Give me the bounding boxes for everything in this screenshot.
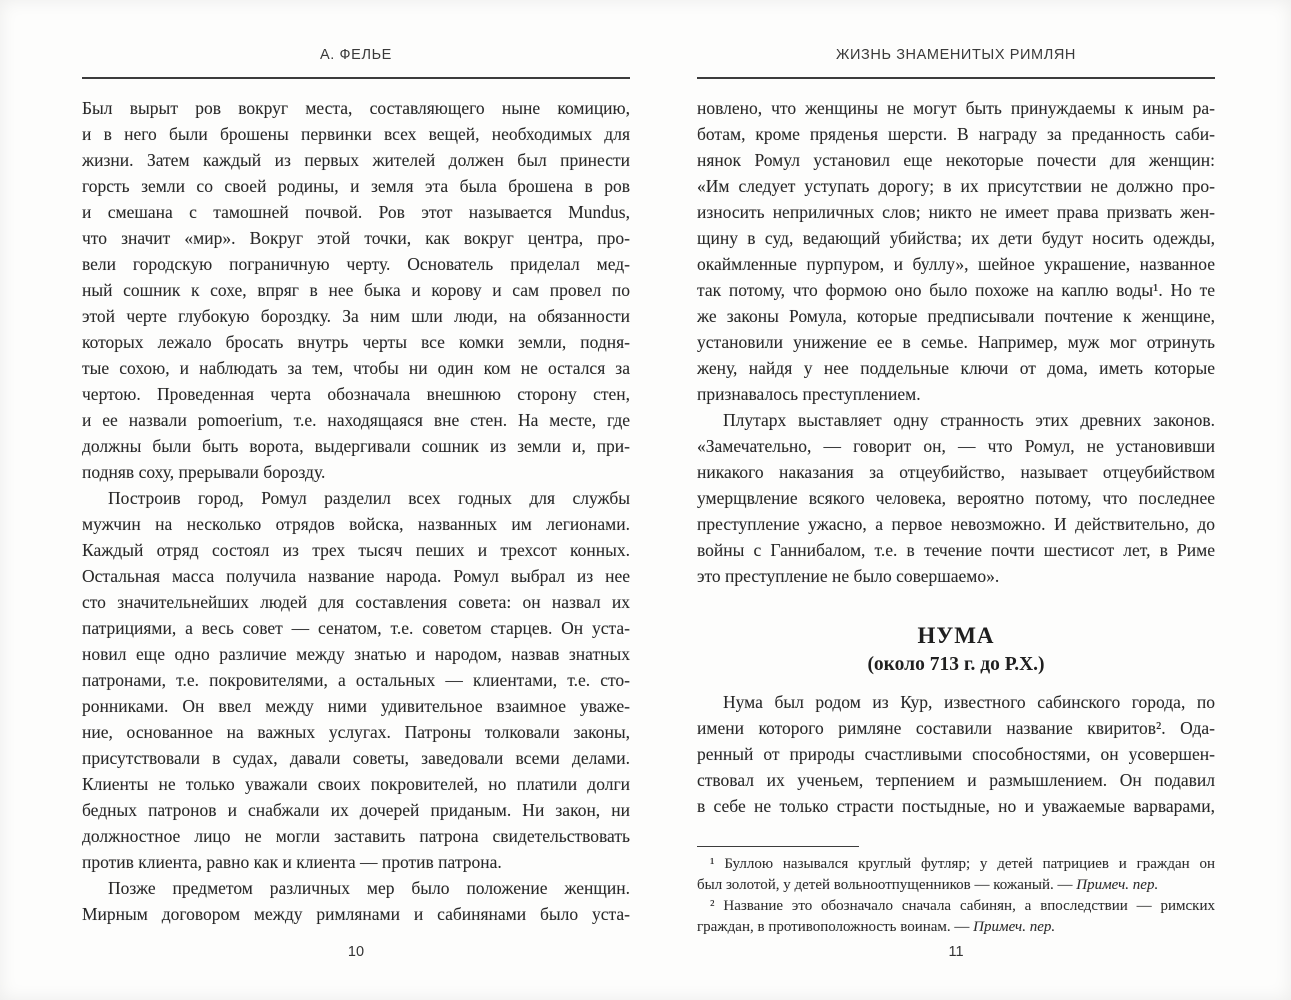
paragraph [697, 95, 1215, 407]
running-head-author: А. ФЕЛЬЕ [320, 47, 392, 63]
text-line: сто значительнейших людей для составления совета: он назвал их [82, 592, 630, 612]
text-line: износить неприличных слов; никто не имеет права призвать жен- [697, 202, 1215, 222]
text-line: ренный от природы счастливыми способностями, он усовершен- [697, 744, 1215, 764]
text-line: что значит «мир». Вокруг этой точки, как вокруг центра, про- [82, 228, 630, 248]
footnote [697, 854, 1215, 896]
text-line: окаймленные пурпуром, и буллу», шейное украшение, названное [697, 254, 1215, 274]
text-line: это преступление не было совершаемо». [697, 566, 1000, 586]
text-line: должностное лицо не могли заставить патрона свидетельствовать [82, 826, 630, 846]
footnotes-block [697, 846, 1215, 938]
paragraph [697, 407, 1215, 589]
chapter-subtitle: (около 713 г. до Р.Х.) [867, 654, 1045, 675]
chapter-title: НУМА [917, 623, 995, 648]
text-line: имени которого римляне составили название квиритов². Ода- [697, 718, 1215, 738]
text-line: жену, найдя у нее поддельные ключи от дома, иметь которые [697, 358, 1215, 378]
text-line: присутствовали в судах, давали советы, заведовали всеми делами. [82, 748, 630, 768]
paragraph [82, 485, 630, 875]
text-line: Нума был родом из Кур, известного сабинского города, по [723, 692, 1215, 712]
text-line: признавалось преступлением. [697, 384, 921, 404]
footnote-line: ² Название это обозначало сначала сабинян, а впоследствии — римских [710, 898, 1215, 914]
text-line: жизни. Затем каждый из первых жителей должен был принести [82, 150, 630, 170]
text-line: ние, основанное на важных услугах. Патроны толковали законы, [82, 722, 630, 742]
text-line: Остальная масса получила название народа. Ромул выбрал из нее [82, 566, 630, 586]
translator-note-label: Примеч. пер. [1076, 877, 1159, 893]
footnote-rule [697, 846, 859, 847]
text-line: же законы Ромула, которые предписывали почтение к женщине, [697, 306, 1215, 326]
footnote-line: граждан, в противоположность воинам. — Примеч. пер. [697, 919, 1056, 935]
header-rule [82, 77, 630, 79]
text-line: умерщвление всякого человека, вероятно потому, что последнее [697, 488, 1215, 508]
text-line: ботам, кроме пряденья шерсти. В награду за преданность саби- [697, 124, 1215, 144]
footnote [697, 896, 1215, 938]
text-line: этой черте глубокую бороздку. За ним шли люди, на обязанности [82, 306, 630, 326]
text-line: Каждый отряд состоял из трех тысяч пеших и трехсот конных. [82, 540, 630, 560]
paragraph [82, 95, 630, 485]
text-line: никакого наказания за отцеубийство, называет отцеубийством [697, 462, 1215, 482]
left-page-body [82, 95, 630, 927]
page-number: 10 [347, 944, 365, 960]
text-line: «Замечательно, — говорит он, — что Ромул, не установивши [697, 436, 1215, 456]
text-line: ронниками. Он ввел между ними удивительное взаимное уваже- [82, 696, 630, 716]
text-line: чертою. Проведенная черта обозначала внешнюю сторону стен, [82, 384, 630, 404]
text-line: мужчин на несколько отрядов войска, названных им легионами. [82, 514, 630, 534]
text-line: тые сохою, и наблюдать за тем, чтобы ни один ком не остался за [82, 358, 630, 378]
footnote-line: был золотой, у детей вольноотпущенников — кожаный. — Примеч. пер. [697, 877, 1159, 893]
text-line: войны с Ганнибалом, т.е. в течение почти шестисот лет, в Риме [697, 540, 1215, 560]
text-line: патронами, т.е. покровителями, а остальных — клиентами, т.е. сто- [82, 670, 630, 690]
text-line: новил еще одно различие между знатью и народом, назвав знатных [82, 644, 630, 664]
text-line: Клиенты не только уважали своих покровителей, но платили долги [82, 774, 630, 794]
text-line: и смешана с тамошней почвой. Ров этот называется Mundus, [82, 202, 630, 222]
text-line: патрициями, а весь совет — сенатом, т.е. советом старцев. Он уста- [82, 618, 630, 638]
left-page [82, 46, 630, 960]
running-head-book-title: ЖИЗНЬ ЗНАМЕНИТЫХ РИМЛЯН [836, 47, 1076, 63]
page-number: 11 [948, 944, 964, 960]
text-line: горсть земли со своей родины, и земля эта была брошена в ров [82, 176, 630, 196]
text-line: установили унижение ее в семье. Например, муж мог отринуть [697, 332, 1215, 352]
text-line: нянок Ромул установил еще некоторые почести для женщин: [697, 150, 1215, 170]
header-rule [697, 77, 1215, 79]
chapter-heading [697, 623, 1215, 677]
right-page [697, 46, 1215, 960]
text-line: Плутарх выставляет одну странность этих древних законов. [723, 410, 1215, 430]
footnote-line: ¹ Буллою назывался круглый футляр; у детей патрициев и граждан он [710, 856, 1215, 872]
text-line: вели городскую пограничную черту. Основатель приделал мед- [82, 254, 630, 274]
text-line: Был вырыт ров вокруг места, составляющего ныне комицию, [82, 98, 630, 118]
text-line: подняв соху, прерывали борозду. [82, 462, 326, 482]
text-line: и ее назвали pomoerium, т.е. находящаяся вне стен. На месте, где [82, 410, 630, 430]
text-line: ствовал их ученьем, терпением и размышлением. Он подавил [697, 770, 1215, 790]
right-page-body-top [697, 95, 1215, 589]
text-line: ный сошник к сохе, впряг в нее быка и корову и сам провел по [82, 280, 630, 300]
text-line: должны были быть ворота, выдергивали сошник из земли и, при- [82, 436, 630, 456]
text-line: бедных патронов и снабжали их дочерей приданым. Ни закон, ни [82, 800, 630, 820]
text-line: Позже предметом различных мер было положение женщин. [108, 878, 630, 898]
text-line: Мирным договором между римлянами и сабинянами было уста- [82, 904, 630, 924]
text-line: которых лежало бросать внутрь черты все комки земли, подня- [82, 332, 630, 352]
text-line: щину в суд, ведающий убийства; их дети будут носить одежды, [697, 228, 1215, 248]
text-line: преступление ужасно, а первое невозможно. И действительно, до [697, 514, 1215, 534]
text-line: Построив город, Ромул разделил всех годных для службы [108, 488, 630, 508]
translator-note-label: Примеч. пер. [973, 919, 1056, 935]
text-line: против клиента, равно как и клиента — против патрона. [82, 852, 502, 872]
paragraph [697, 689, 1215, 819]
text-line: новлено, что женщины не могут быть принуждаемы к иным ра- [697, 98, 1215, 118]
text-line: в себе не только страсти постыдные, но и уважаемые варварами, [697, 796, 1215, 816]
paragraph [82, 875, 630, 927]
right-page-body-bottom [697, 689, 1215, 819]
text-line: «Им следует уступать дорогу; в их присутствии не должно про- [697, 176, 1215, 196]
text-line: так потому, что формою оно было похоже на каплю воды¹. Но те [697, 280, 1215, 300]
text-line: и в него были брошены первинки всех вещей, необходимых для [82, 124, 630, 144]
